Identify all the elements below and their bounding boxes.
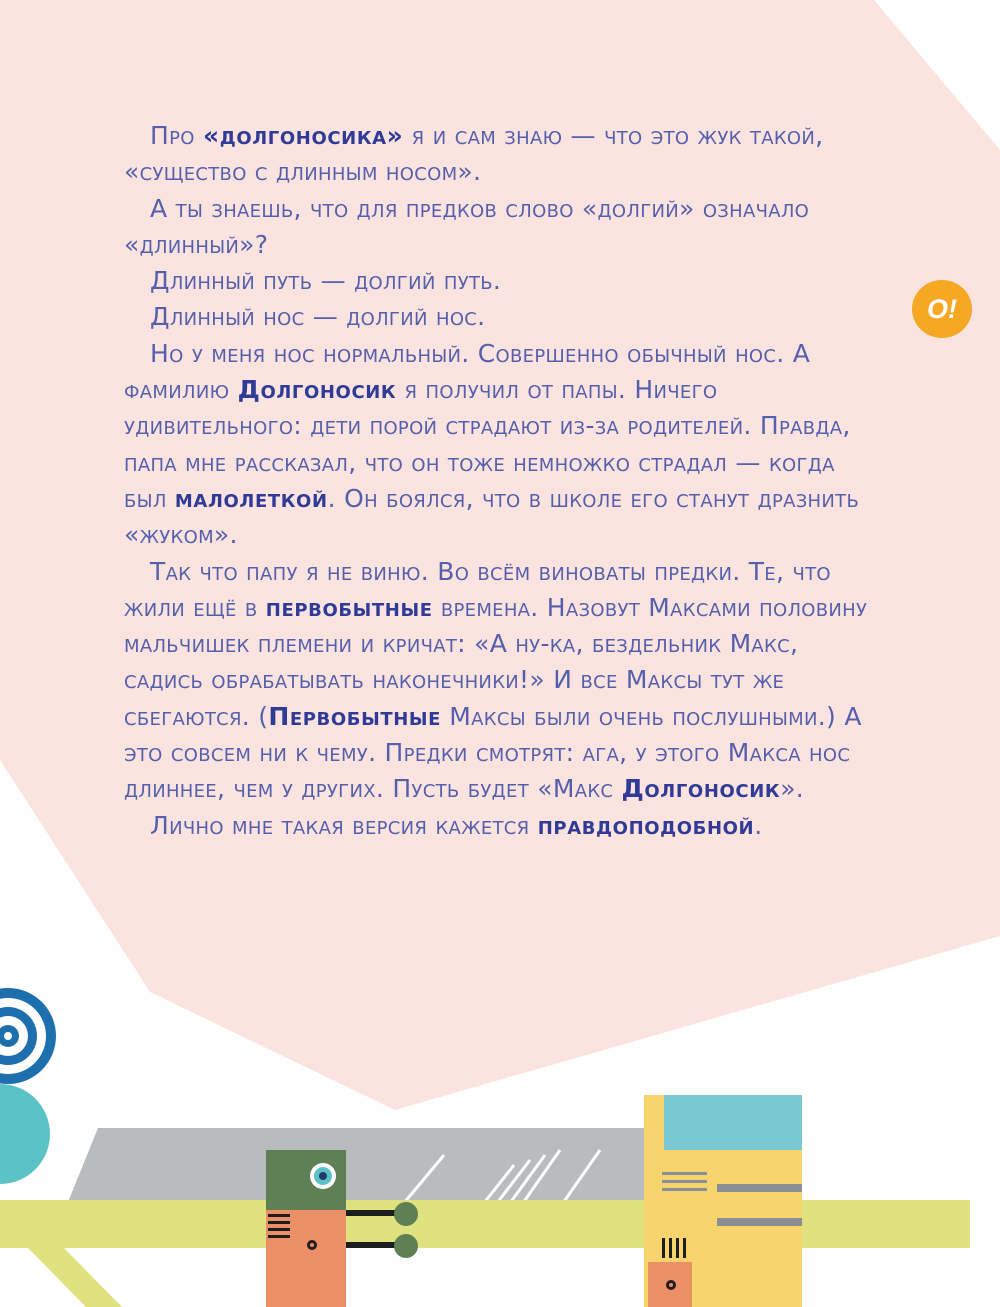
text-run: времена. Назовут Максами половину мальчишек племени и кричат: «А ну-ка, бездельник Макс, садись обрабатывать наконечники!» И все Максы тут же сбегаются. ( — [124, 592, 868, 731]
highlighted-term: Долгоносик — [237, 375, 397, 405]
text-run: Про — [150, 121, 203, 150]
green-diagonal-shape — [28, 1248, 122, 1307]
text-run: Лично мне такая версия кажется — [150, 810, 538, 840]
right-robot — [644, 1095, 802, 1307]
highlighted-term: первобытные — [265, 592, 433, 622]
grey-blade-shape — [68, 1128, 690, 1202]
text-run: я получил от папы. Ничего удивительного: дети порой страдают из-за родителей. Правда, папа мне рассказал, что он тоже немножко страдал — когда был — [124, 375, 851, 513]
target-icon — [0, 988, 56, 1084]
text-run: . — [754, 810, 763, 840]
text-run: Так что папу я не виню. Во всём виноваты предки. Те, что жили ещё в — [124, 556, 831, 622]
highlighted-term: малолеткой — [174, 483, 328, 513]
exclamation-badge: O! — [912, 280, 972, 338]
highlighted-term: Первобытные — [268, 701, 442, 731]
text-run: Максы были очень послушными.) А это совсем ни к чему. Предки смотрят: ага, у этого Макса нос длиннее, чем у других. Пусть будет «Макс — [124, 701, 862, 804]
highlighted-term: Долгоносик — [621, 774, 781, 804]
text-run: ». — [780, 774, 805, 804]
text-run: Длинный нос — долгий нос. — [150, 302, 486, 332]
text-run: я и сам знаю — что это жук такой, «существо с длинным носом». — [124, 121, 824, 187]
highlighted-term: правдоподобной — [537, 810, 755, 840]
text-run: А ты знаешь, что для предков слово «долгий» означало «длинный»? — [124, 193, 810, 259]
text-run: Но у меня нос нормальный. Совершенно обычный нос. А фамилию — [124, 338, 811, 405]
highlighted-term: «долгоносика» — [202, 121, 404, 150]
green-band-shape — [0, 1200, 970, 1248]
text-run: Длинный путь — долгий путь. — [150, 266, 502, 296]
text-run: . Он боялся, что в школе его станут дразнить «жуком». — [124, 483, 860, 550]
teal-circle-shape — [0, 1084, 50, 1184]
